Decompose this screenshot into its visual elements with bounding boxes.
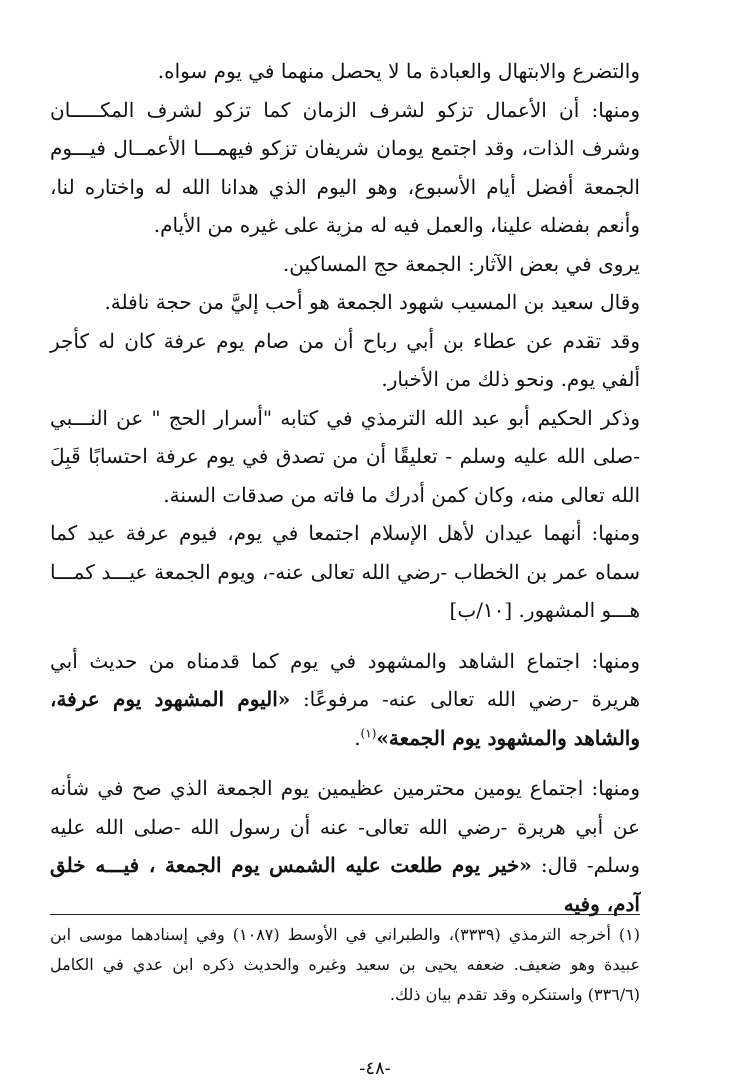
hadith-quote-1: «اليوم المشهود يوم عرفة، والشاهد والمشهود يوم الجمعة» xyxy=(50,687,640,750)
paragraph-8-end: . xyxy=(354,725,361,750)
paragraph-6: وذكر الحكيم أبو عبد الله الترمذي في كتابه "أسرار الحج " عن النـــبي -صلى الله عليه وسلم - تعليقًا أن من تصدق في يوم عرفة احتسابًا قَبِلَ الله تعالى منه، وكان كمن أدرك ما فاته من صدقات السنة. xyxy=(50,405,640,507)
paragraph-9-lead: ومنها: اجتماع يومين محترمين عظيمين يوم الجمعة الذي صح في شأنه عن أبي هريرة -رضي الله تعالى- عنه أن رسول الله -صلى الله عليه وسلم- قال: xyxy=(50,776,640,877)
page-number: -٤٨- xyxy=(359,1058,391,1079)
paragraph-8-lead: ومنها: اجتماع الشاهد والمشهود في يوم كما قدمناه من حديث أبي هريرة -رضي الله تعالى عنه- مرفوعًا: xyxy=(50,648,640,711)
paragraph-8 xyxy=(50,642,640,758)
paragraph-1: والتضرع والابتهال والعبادة ما لا يحصل منهما في يوم سواه. xyxy=(157,59,640,83)
hadith-quote-2: «خير يوم طلعت عليه الشمس يوم الجمعة ، فيـــه خلق آدم، وفيه xyxy=(50,853,640,916)
footnote-1: (١) أخرجه الترمذي (٣٣٣٩)، والطبراني في الأوسط (١٠٨٧) وفي إسنادهما موسى ابن عبيدة وهو ضعيف. ضعفه يحيى بن سعيد وغيره والحديث ذكره ابن عدي في الكامل (٣٣٦/٦) واستنكره وقد تقدم بيان ذلك. xyxy=(50,925,641,1004)
footnote-marker-1[interactable]: (١) xyxy=(360,725,377,740)
paragraph-5: وقد تقدم عن عطاء بن أبي رباح أن من صام يوم عرفة كان له كأجر ألفي يوم. ونحو ذلك من الأخبار. xyxy=(50,328,640,391)
main-text xyxy=(50,52,640,923)
footnote-divider xyxy=(50,914,640,915)
paragraph-7: ومنها: أنهما عيدان لأهل الإسلام اجتمعا في يوم، فيوم عرفة عيد كما سماه عمر بن الخطاب -رضي الله تعالى عنه-، ويوم الجمعة عيـــد كمـــا هـــو المشهور. [١٠/ب] xyxy=(50,521,640,622)
paragraph-2: ومنها: أن الأعمال تزكو لشرف الزمان كما تزكو لشرف المكـــــان وشرف الذات، وقد اجتمع يومان شريفان تزكو فيهمـــا الأعمــال فيـــوم الجمعة أفضل أيام الأسبوع، وهو اليوم الذي هدانا الله له واختاره لنا، وأنعم بفضله علينا، والعمل فيه له مزية على غيره من الأيام. xyxy=(50,97,640,237)
footnotes xyxy=(50,920,640,1010)
paragraph-9 xyxy=(50,769,640,923)
paragraph-3: يروى في بعض الآثار: الجمعة حج المساكين. xyxy=(282,251,640,276)
paragraph-4: وقال سعيد بن المسيب شهود الجمعة هو أحب إليَّ من حجة نافلة. xyxy=(104,290,640,314)
